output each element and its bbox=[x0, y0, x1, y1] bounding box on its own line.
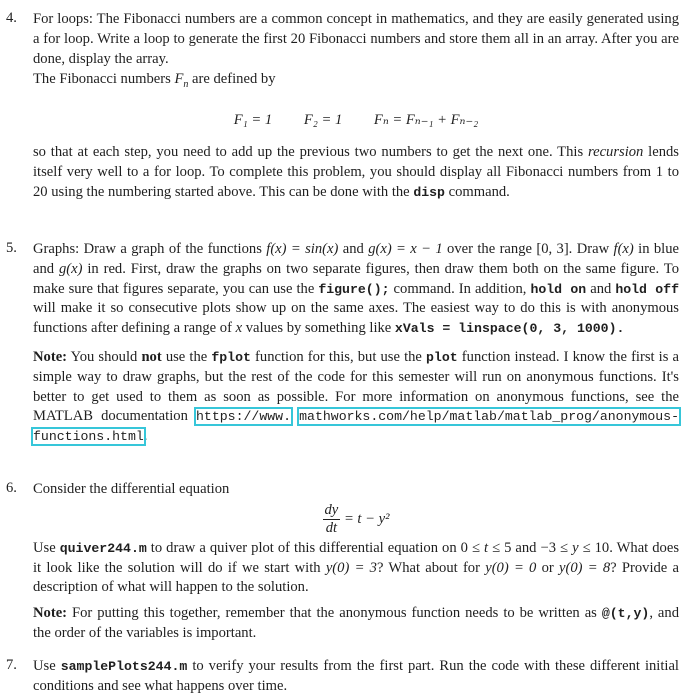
problem-body bbox=[33, 10, 679, 202]
linspace-code: xVals = linspace(0, 3, 1000). bbox=[394, 321, 625, 337]
quiver-paragraph: Use quiver244.m to draw a quiver plot of this differential equation on 0 ≤ t ≤ 5 and −3 ≤ y ≤ 10. What does it look like the solution will do if we start with y(0) = 3? What about for y(0) = 0 or y(0) = 8? Provide a description of what will happen to the solution. bbox=[33, 539, 680, 596]
note-paragraph: Note: You should not use the fplot function for this, but use the plot function instead. I know the first is a simple way to draw graphs, but the rest of the code for this semester will run on anonymous functions. It's better to get used to them as soon as possible. For more information on anonymous functions, see the MATLAB documentation https://www. mathworks.com/help/matlab/matlab_prog/anonymous-functions.html. bbox=[33, 348, 680, 445]
problem-number: 6. bbox=[6, 480, 17, 496]
graphs-paragraph: Graphs: Draw a graph of the functions f(x) = sin(x) and g(x) = x − 1 over the range [0, 3]. Draw f(x) in blue and g(x) in red. First, draw the graphs on two separate figures, then draw them both on the same figure. To make sure that figures separate, you can use the figure(); command. In addition, hold on and hold off will make it so consecutive plots show up on the same axes. The easiest way to do this is with anonymous functions after defining a range of x values by something like xVals = linspace(0, 3, 1000). bbox=[33, 241, 680, 337]
problem-body bbox=[33, 657, 679, 697]
problem-number: 7. bbox=[6, 657, 17, 673]
sampleplots-paragraph: Use samplePlots244.m to verify your results from the first part. Run the code with these different initial conditions and see what happens over time. bbox=[33, 658, 679, 694]
hold-on-code: hold on bbox=[530, 281, 587, 297]
matlab-doc-link[interactable]: https://www. bbox=[196, 409, 291, 425]
hold-off-code: hold off bbox=[615, 281, 679, 297]
problem-body bbox=[33, 240, 679, 447]
problem-intro: For loops: The Fibonacci numbers are a common concept in mathematics, and they are easily generated using a for loop. Write a loop to generate the first 20 Fibonacci numbers and store them all in an array. After you are done, display the array. bbox=[33, 11, 679, 67]
figure-code: figure(); bbox=[318, 281, 390, 297]
sampleplots-file-code: samplePlots244.m bbox=[60, 659, 188, 674]
problem-intro: Consider the differential equation bbox=[33, 481, 230, 497]
fibonacci-equation: F₁ = 1 F₂ = 1 Fₙ = Fₙ₋₁ + Fₙ₋₂ bbox=[233, 112, 479, 129]
disp-code: disp bbox=[413, 184, 445, 200]
note-paragraph: Note: For putting this together, remember that the anonymous function needs to be written as @(t,y), and the order of the variables is important. bbox=[33, 605, 680, 641]
recursion-paragraph: so that at each step, you need to add up the previous two numbers to get the next one. This recursion lends itself very well to a for loop. To complete this problem, you should display all Fibonacci numbers from 1 to 20 using the numbering started above. This can be done with the disp command. bbox=[33, 144, 679, 200]
problem-body bbox=[33, 480, 679, 644]
definition-line: The Fibonacci numbers $F_n$ are defined by bbox=[33, 71, 276, 91]
quiver-file-code: quiver244.m bbox=[59, 540, 147, 556]
problem-number: 4. bbox=[6, 10, 17, 26]
matlab-doc-link-cont[interactable]: mathworks.com/help/matlab/matlab_prog/anonymous-functions.html bbox=[33, 409, 679, 445]
problem-number: 5. bbox=[6, 240, 17, 256]
differential-equation: $\frac{dy}{dt}$ = t − y² bbox=[324, 501, 390, 536]
